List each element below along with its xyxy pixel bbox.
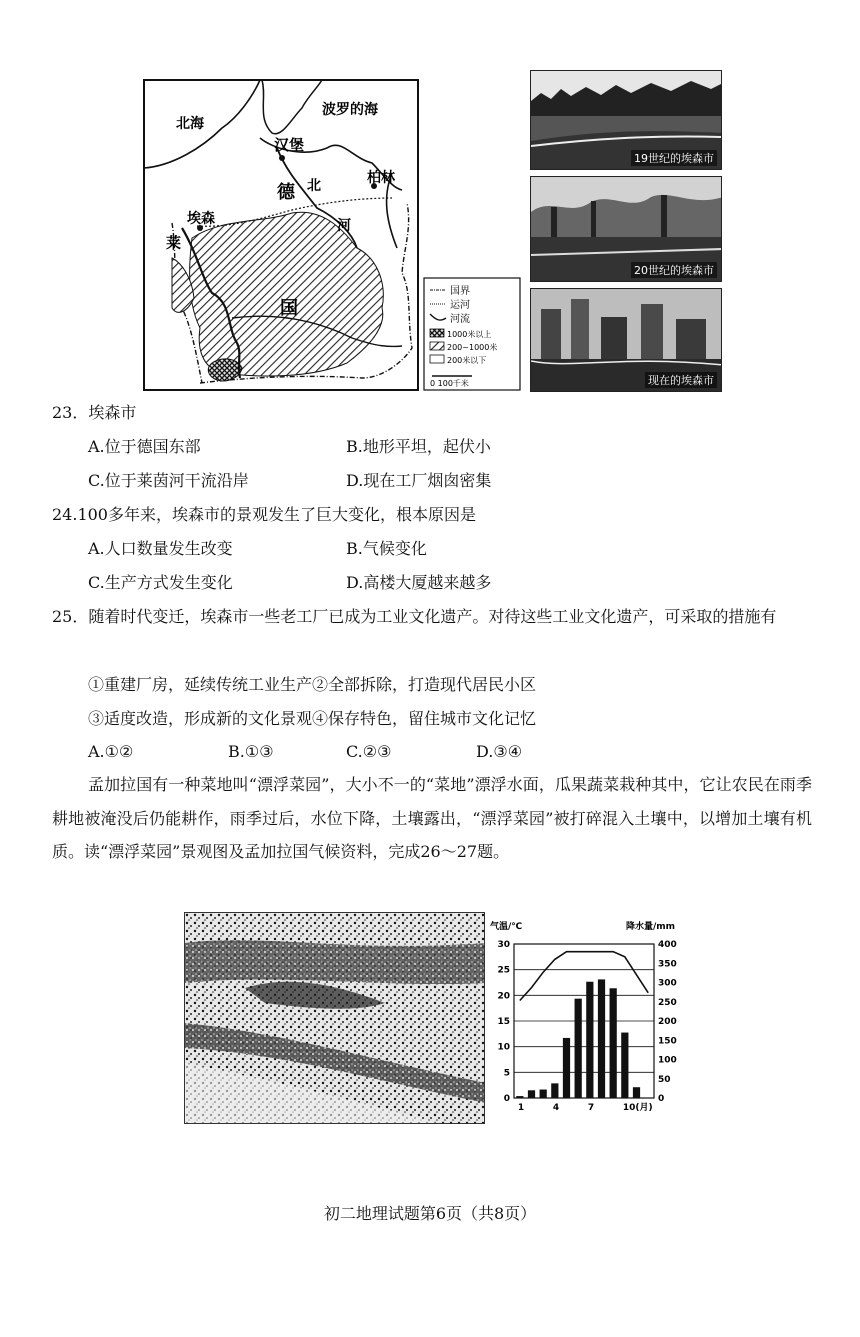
- label-germany-de: 德: [277, 182, 295, 203]
- label-essen: 埃森: [187, 211, 215, 227]
- temp-tick-label: 0: [503, 1094, 510, 1104]
- precip-tick-label: 50: [658, 1074, 671, 1085]
- month-ticks: [518, 1102, 653, 1113]
- floating-garden-photo: [184, 912, 485, 1124]
- precip-bar-month-3: [540, 1090, 547, 1098]
- q24-stem: 24.100多年来，埃森市的景观发生了巨大变化，根本原因是: [52, 505, 476, 524]
- q25-option-d: D.③④: [476, 742, 523, 761]
- temp-ticks: [497, 940, 510, 1104]
- label-baltic-sea: 波罗的海: [322, 102, 378, 118]
- q23-option-a: A.位于德国东部: [88, 437, 201, 456]
- photo-20th-century: [530, 176, 722, 282]
- page-footer: 初二地理试题第6页（共8页）: [323, 1204, 537, 1223]
- q25-item-3-4: ③适度改造，形成新的文化景观④保存特色，留住城市文化记忆: [88, 709, 537, 728]
- precip-tick-label: 0: [658, 1094, 665, 1104]
- precip-bar-month-7: [586, 982, 593, 1098]
- label-germany-guo: 国: [280, 298, 298, 319]
- precipitation-bars: [516, 979, 640, 1098]
- month-tick-label: 10(月): [622, 1103, 653, 1113]
- q24-option-c: C.生产方式发生变化: [88, 573, 233, 592]
- label-hamburg: 汉堡: [274, 136, 305, 154]
- q25-item-1-2: ①重建厂房，延续传统工业生产②全部拆除，打造现代居民小区: [88, 675, 537, 694]
- precip-axis-label: 降水量/mm: [626, 922, 676, 932]
- precip-bar-month-9: [610, 988, 617, 1098]
- q24-option-a: A.人口数量发生改变: [88, 539, 233, 558]
- precip-tick-label: 350: [658, 959, 677, 970]
- label-river: 河: [337, 218, 351, 234]
- q23-option-b: B.地形平坦，起伏小: [346, 437, 491, 456]
- photo-caption-20th: 20世纪的埃森市: [631, 262, 717, 278]
- temp-tick-label: 30: [497, 940, 510, 950]
- hamburg-marker: [279, 155, 285, 161]
- temp-tick-label: 25: [497, 965, 510, 976]
- q25-stem: 25．随着时代变迁，埃森市一些老工厂已成为工业文化遗产。对待这些工业文化遗产，可采取的措施有: [52, 607, 777, 626]
- label-rhine: 莱: [166, 234, 182, 252]
- precip-bar-month-2: [528, 1090, 535, 1098]
- temp-tick-label: 10: [497, 1042, 510, 1053]
- photo-19th-century: [530, 70, 722, 170]
- legend-river: 河流: [450, 314, 470, 325]
- q23-option-d: D.现在工厂烟囱密集: [346, 471, 492, 490]
- precip-bar-month-6: [575, 999, 582, 1098]
- precip-bar-month-5: [563, 1038, 570, 1098]
- precip-bar-month-10: [621, 1033, 628, 1098]
- legend-canal: 运河: [450, 300, 470, 311]
- map-legend: [424, 278, 520, 390]
- month-tick-label: 1: [517, 1103, 525, 1113]
- label-north: 北: [307, 178, 321, 194]
- precip-ticks: [658, 940, 677, 1104]
- q23-option-c: C.位于莱茵河干流沿岸: [88, 471, 249, 490]
- q24-option-b: B.气候变化: [346, 539, 427, 558]
- precip-tick-label: 250: [658, 997, 677, 1008]
- chart-grid: [514, 944, 654, 1098]
- precip-tick-label: 200: [658, 1017, 677, 1027]
- floating-garden-passage: 孟加拉国有一种菜地叫“漂浮菜园”，大小不一的“菜地”漂浮水面，瓜果蔬菜栽种其中，它让农民在雨季耕地被淹没后仍能耕作，雨季过后，水位下降，土壤露出，“漂浮菜园”被打碎混入土壤中，以增加土壤有机质。读“漂浮菜园”景观图及孟加拉国气候资料，完成26～27题。: [52, 775, 812, 861]
- precip-bar-month-1: [516, 1096, 523, 1098]
- temp-tick-label: 15: [497, 1017, 510, 1027]
- label-north-sea: 北海: [176, 116, 204, 132]
- q25-option-b: B.①③: [228, 742, 274, 761]
- q25-option-c: C.②③: [346, 742, 392, 761]
- essen-photo-stack: [530, 70, 722, 392]
- label-berlin: 柏林: [367, 170, 395, 186]
- bangladesh-climate-chart: [488, 918, 684, 1124]
- precip-bar-month-8: [598, 979, 605, 1098]
- precip-tick-label: 150: [658, 1036, 677, 1047]
- precip-tick-label: 400: [658, 940, 677, 950]
- month-tick-label: 7: [587, 1103, 595, 1113]
- legend-border: 国界: [450, 286, 470, 297]
- month-tick-label: 4: [552, 1103, 560, 1113]
- germany-map: [142, 78, 522, 393]
- q24-option-d: D.高楼大厦越来越多: [346, 573, 492, 592]
- q25-option-a: A.①②: [88, 742, 134, 761]
- precip-tick-label: 300: [658, 978, 677, 989]
- precip-bar-month-11: [633, 1087, 640, 1098]
- temp-axis-label: 气温/℃: [490, 922, 523, 932]
- legend-elev-high: 1000米以上: [447, 330, 492, 339]
- legend-elev-mid: 200~1000米: [447, 343, 498, 352]
- photo-caption-19th: 19世纪的埃森市: [631, 150, 717, 166]
- precip-tick-label: 100: [658, 1055, 677, 1066]
- temp-tick-label: 20: [497, 991, 510, 1002]
- precip-bar-month-4: [551, 1083, 558, 1098]
- temp-tick-label: 5: [503, 1068, 510, 1079]
- q23-stem: 23．埃森市: [52, 403, 137, 422]
- legend-scale: 0 100千米: [430, 379, 469, 388]
- temperature-line: [520, 952, 648, 1001]
- photo-present-day: [530, 288, 722, 392]
- legend-elev-low: 200米以下: [447, 356, 487, 365]
- photo-caption-present: 现在的埃森市: [645, 372, 717, 388]
